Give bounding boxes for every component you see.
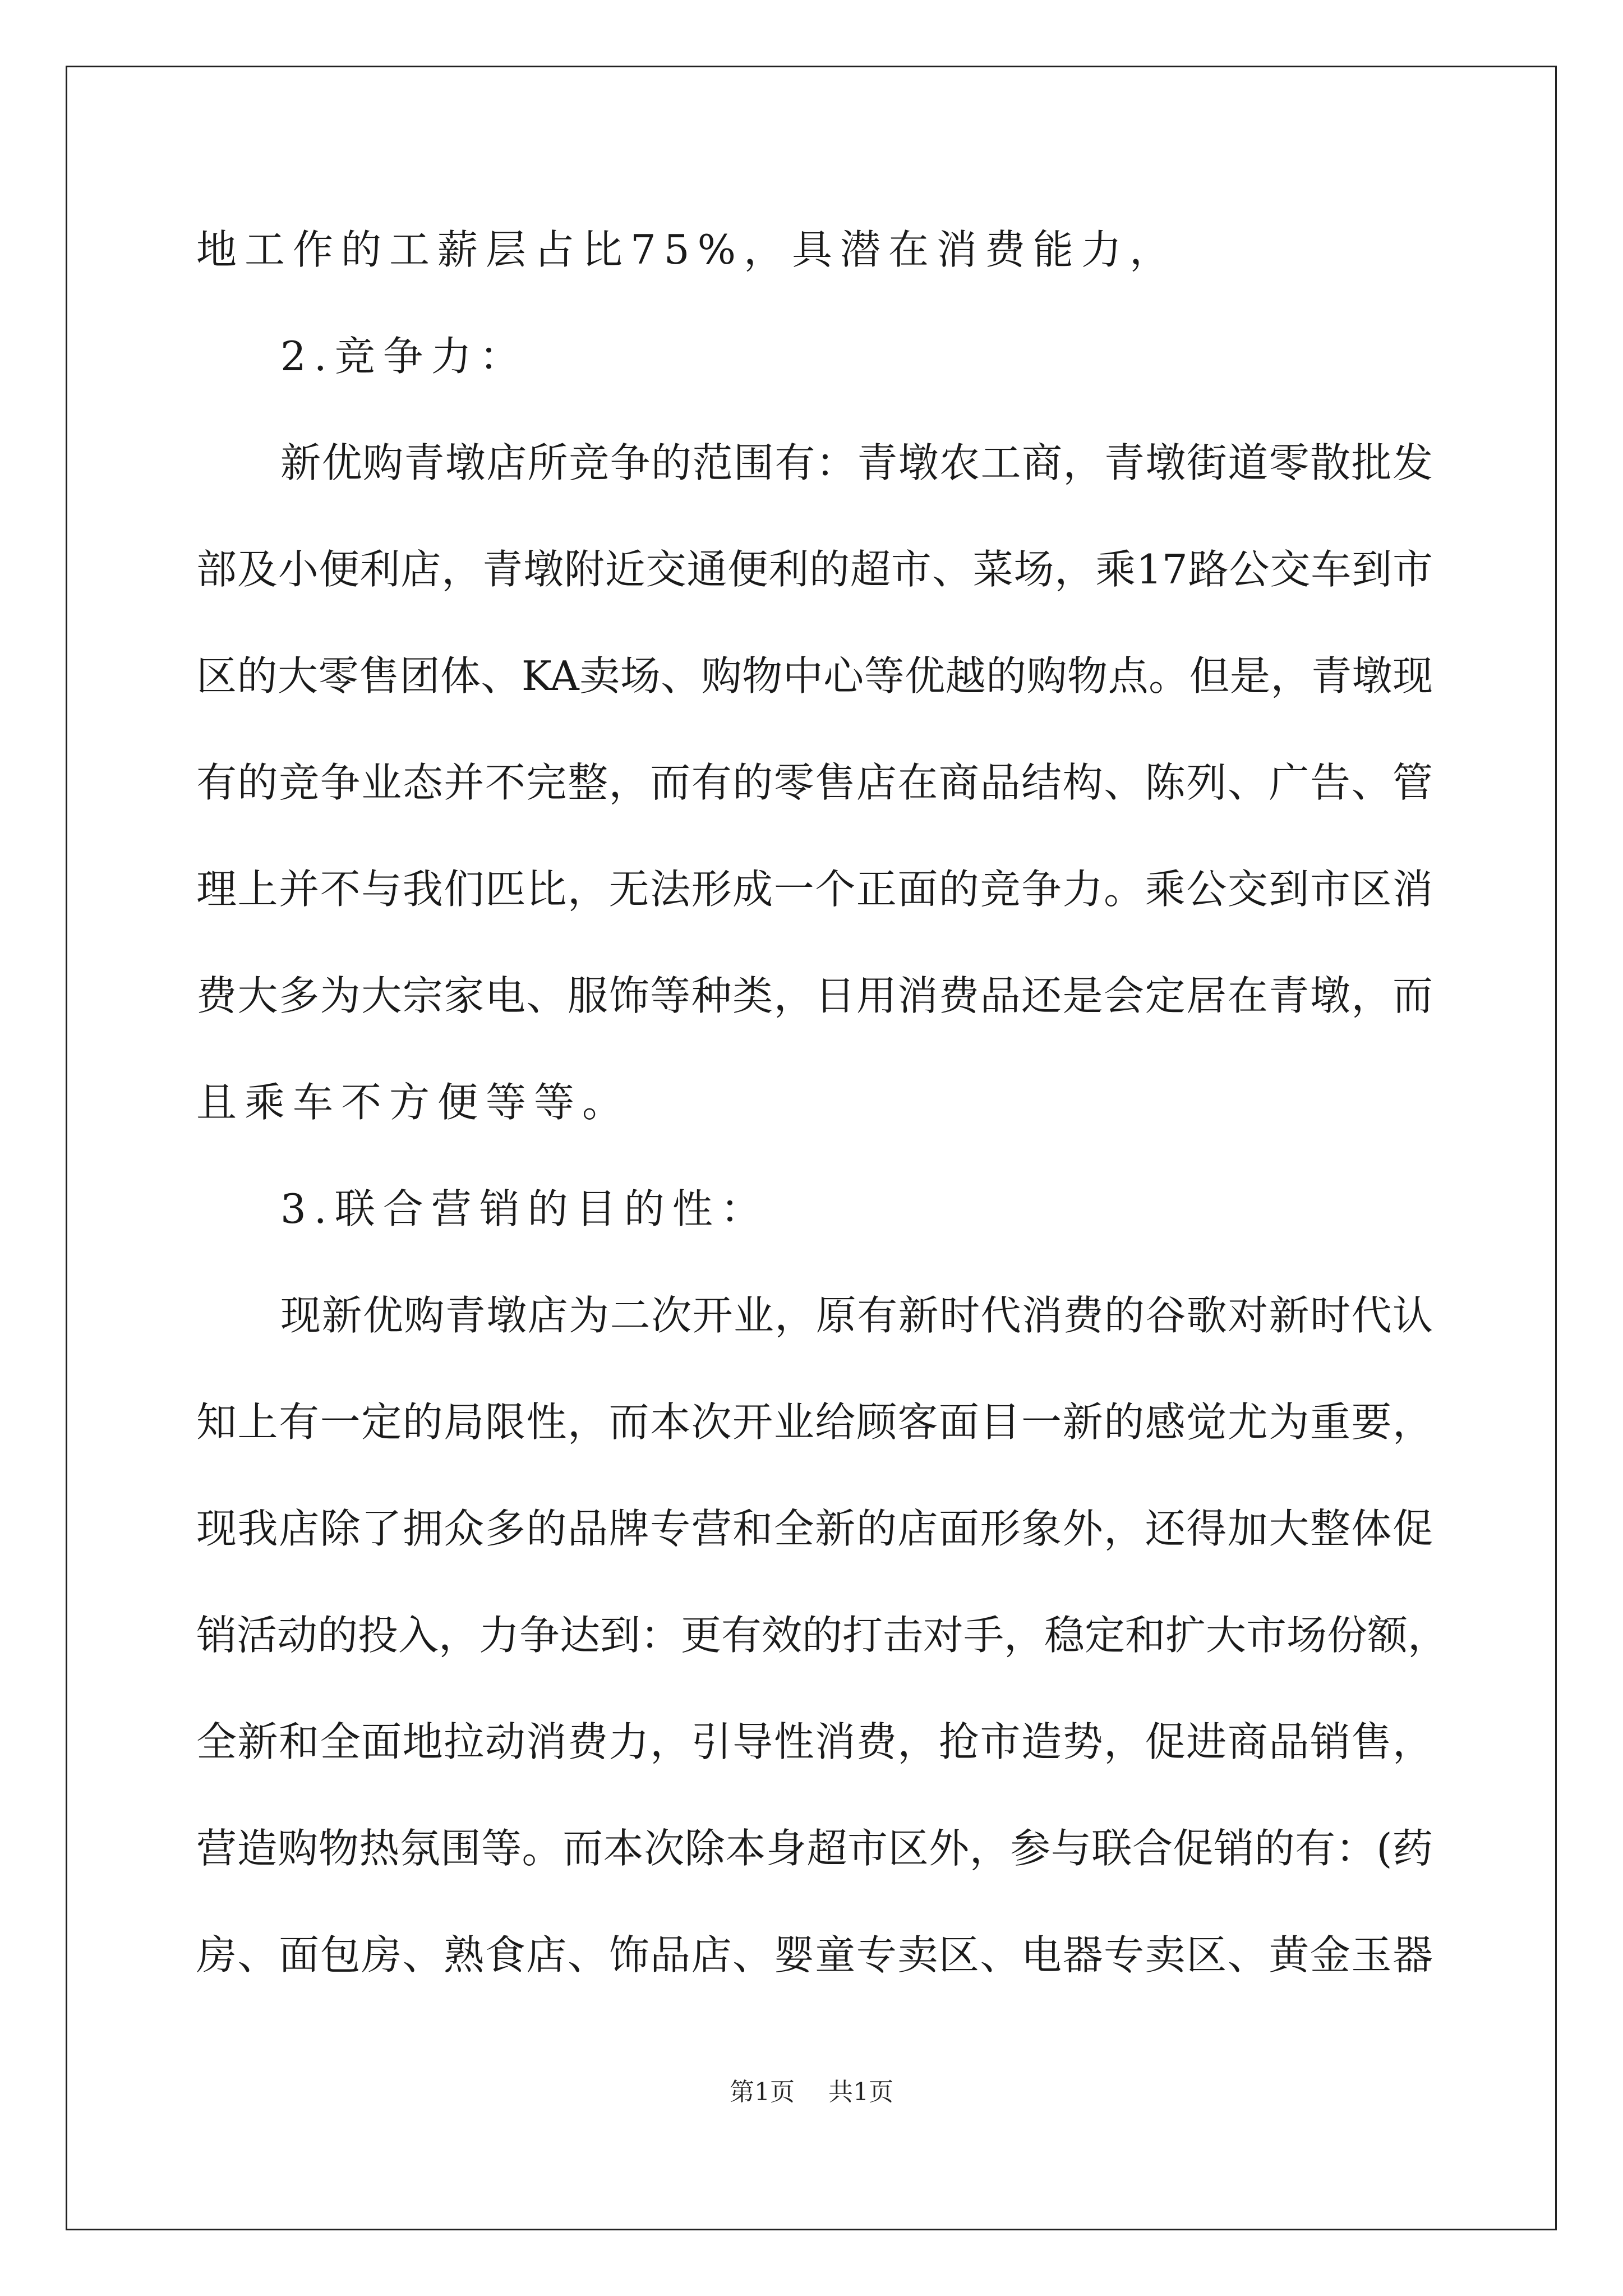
page-footer — [0, 2076, 1623, 2109]
text-line: 3.联合营销的目的性： — [280, 1185, 769, 1232]
text-line: 部及小便利店，青墩附近交通便利的超市、菜场，乘17路公交车到市 — [196, 546, 1433, 593]
text-line: 费大多为大宗家电、服饰等种类，日用消费品还是会定居在青墩，而 — [196, 972, 1433, 1019]
text-line: 全新和全面地拉动消费力，引导性消费，抢市造势，促进商品销售， — [196, 1718, 1433, 1765]
text-line: 销活动的投入，力争达到：更有效的打击对手，稳定和扩大市场份额， — [196, 1612, 1449, 1659]
text-line: 现我店除了拥众多的品牌专营和全新的店面形象外，还得加大整体促 — [196, 1505, 1433, 1552]
text-line: 且乘车不方便等等。 — [196, 1079, 631, 1126]
text-line: 新优购青墩店所竞争的范围有：青墩农工商，青墩街道零散批发 — [280, 439, 1433, 486]
page-number: 第1页 — [730, 2078, 795, 2106]
document-body — [196, 210, 1449, 2022]
text-line: 现新优购青墩店为二次开业，原有新时代消费的谷歌对新时代认 — [280, 1292, 1433, 1339]
text-line: 房、面包房、熟食店、饰品店、婴童专卖区、电器专卖区、黄金玉器 — [196, 1931, 1433, 1978]
page-total: 共1页 — [828, 2078, 893, 2106]
text-line: 2.竞争力： — [280, 333, 528, 380]
text-line: 有的竞争业态并不完整，而有的零售店在商品结构、陈列、广告、管 — [196, 759, 1433, 806]
text-line: 地工作的工薪层占比75%，具潜在消费能力， — [196, 226, 1178, 273]
text-line: 理上并不与我们匹比，无法形成一个正面的竞争力。乘公交到市区消 — [196, 866, 1433, 913]
text-line: 营造购物热氛围等。而本次除本身超市区外，参与联合促销的有：(药 — [196, 1825, 1433, 1872]
text-line: 区的大零售团体、KA卖场、购物中心等优越的购物点。但是，青墩现 — [196, 652, 1433, 700]
text-line: 知上有一定的局限性，而本次开业给顾客面目一新的感觉尤为重要， — [196, 1398, 1433, 1446]
